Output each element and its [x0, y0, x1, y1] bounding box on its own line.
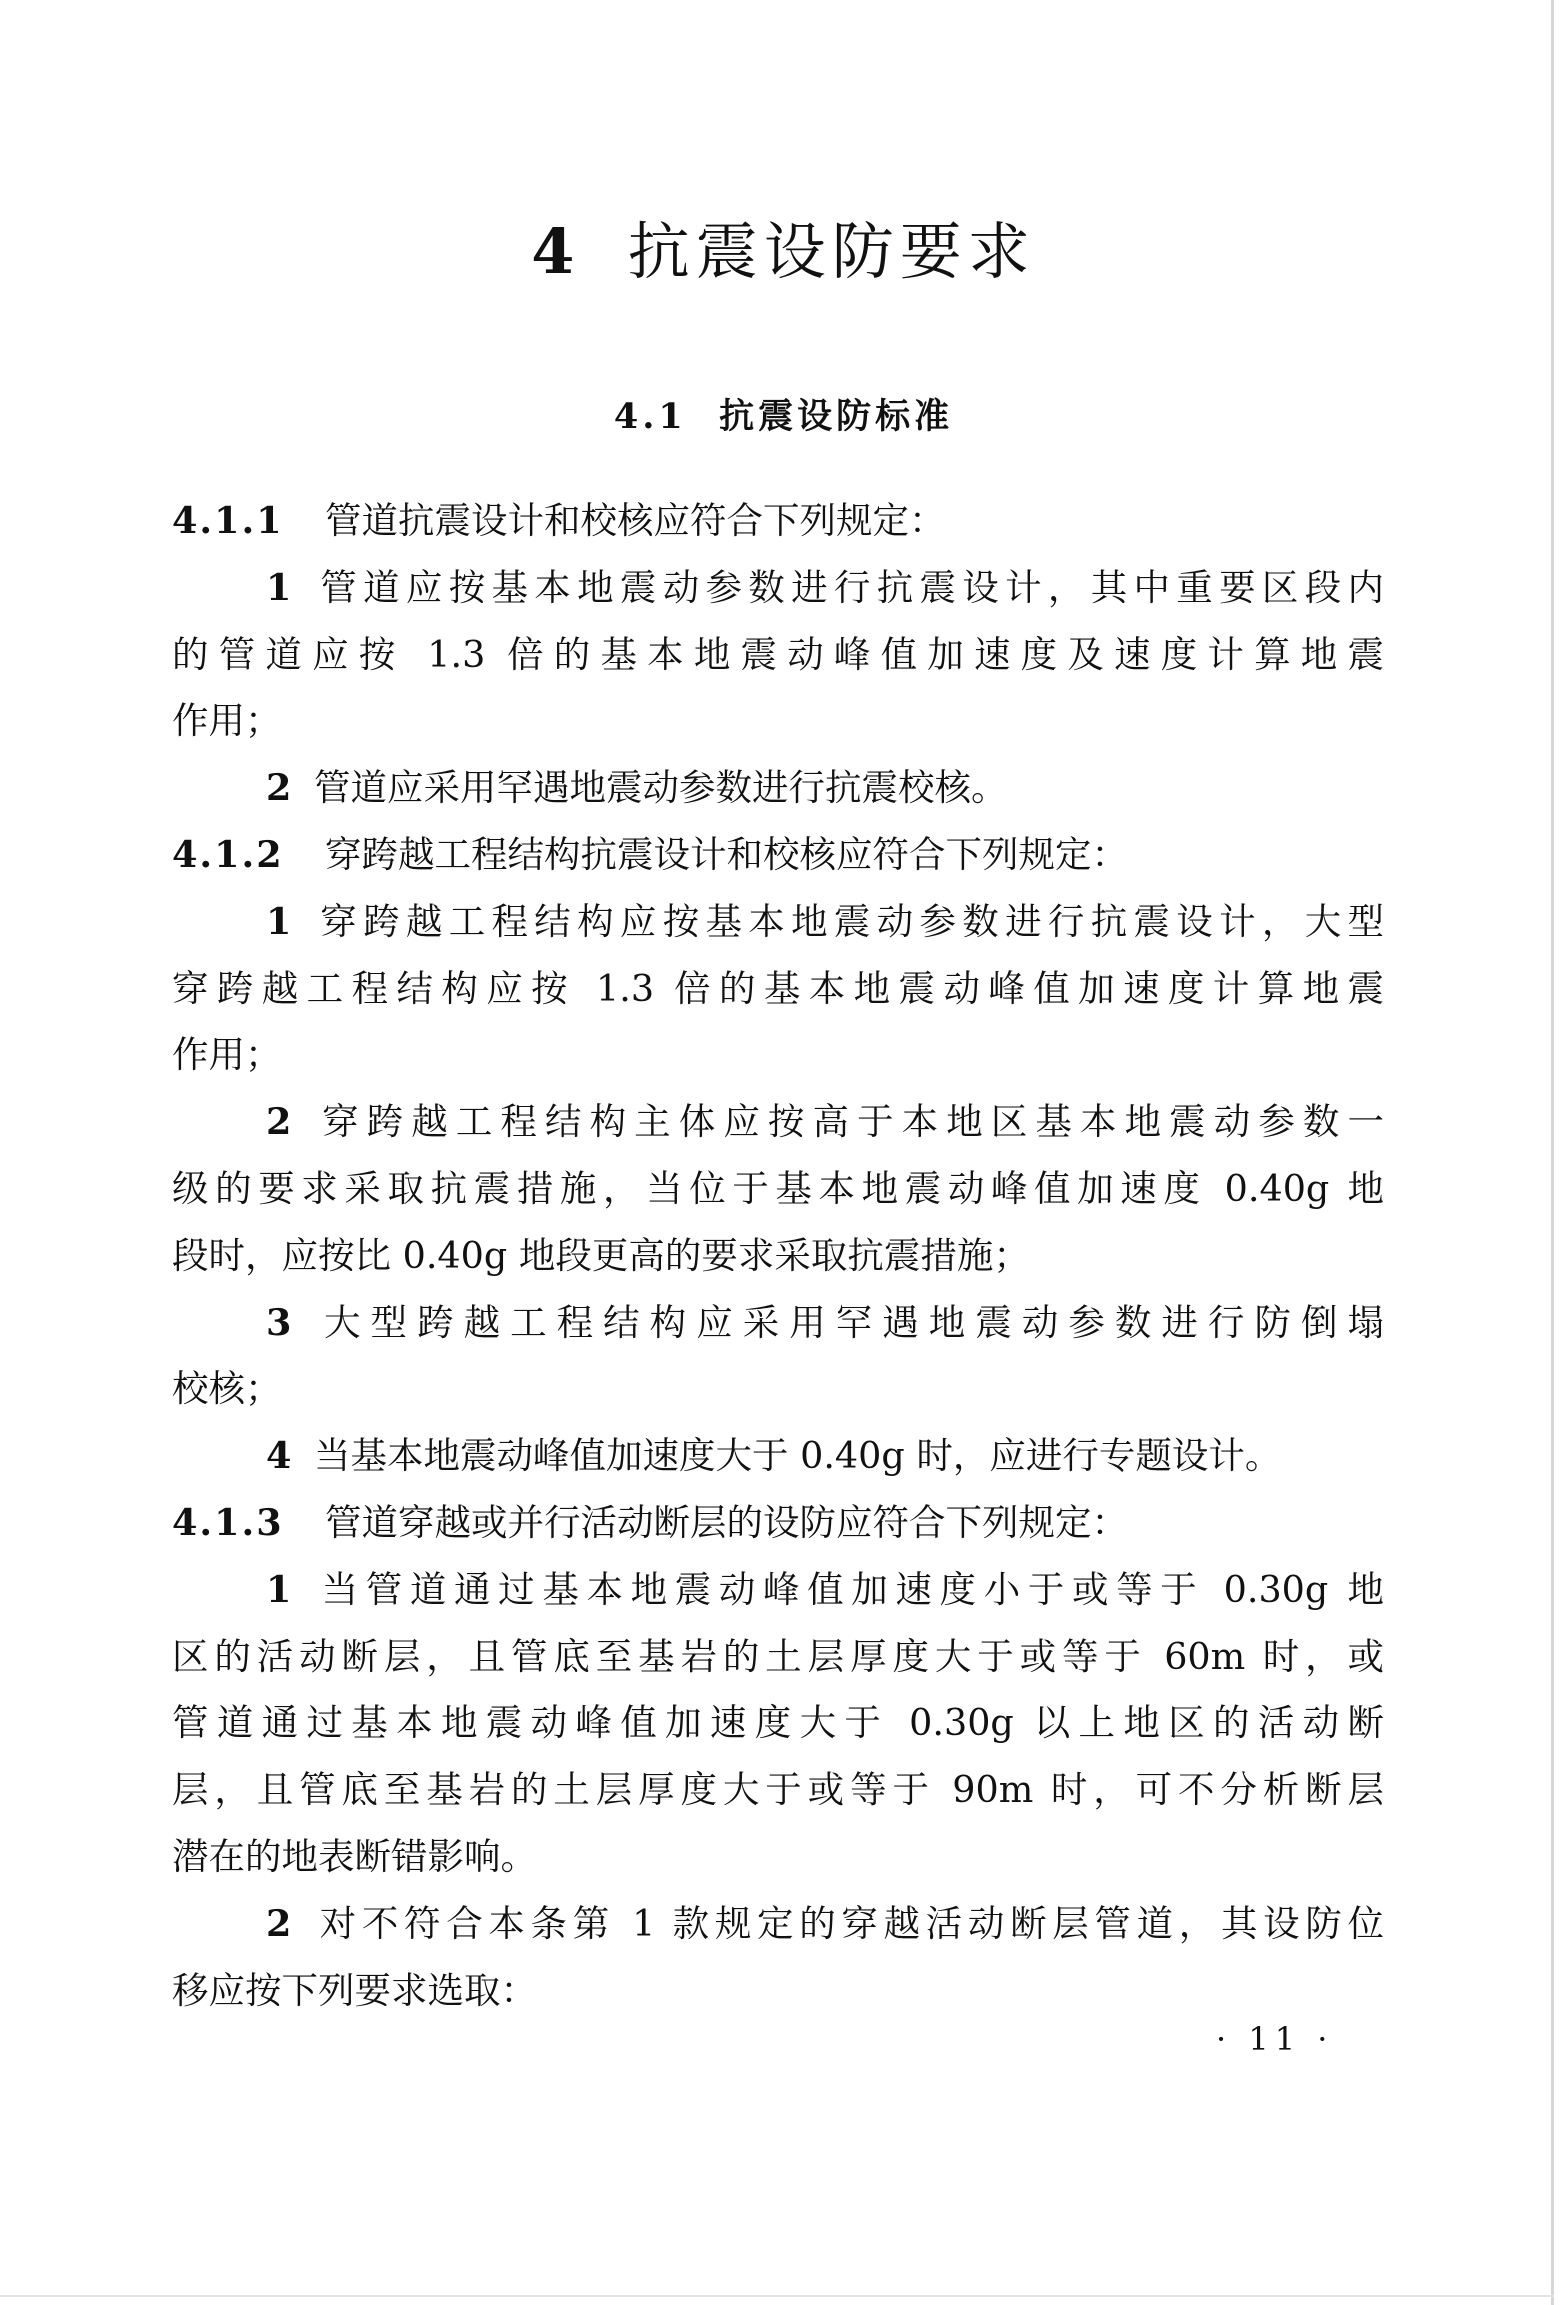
item-line: 作用； — [172, 699, 282, 743]
item-line — [172, 755, 1384, 822]
item-number: 1 — [266, 1567, 292, 1611]
item-line — [172, 555, 1384, 622]
item-line: 的管道应按 1.3 倍的基本地震动峰值加速度及速度计算地震 — [172, 632, 1384, 676]
clause-intro: 管道穿越或并行活动断层的设防应符合下列规定： — [325, 1500, 1128, 1544]
clause-4-1-2-heading — [172, 822, 1384, 889]
clause-number: 4.1.2 — [172, 832, 284, 876]
item-line: 穿跨越工程结构应按 1.3 倍的基本地震动峰值加速度计算地震 — [172, 966, 1384, 1010]
chapter-title — [0, 212, 1567, 292]
item-number: 3 — [266, 1300, 292, 1344]
item-line — [172, 889, 1384, 956]
clause-intro: 管道抗震设计和校核应符合下列规定： — [325, 499, 946, 542]
page-edge-line — [1551, 0, 1554, 2305]
item-text: 穿跨越工程结构主体应按高于本地区基本地震动参数一 — [314, 1100, 1384, 1144]
section-title — [0, 392, 1567, 442]
section-title-text: 抗震设防标准 — [719, 396, 954, 437]
item-line — [172, 1891, 1384, 1958]
item-text: 当基本地震动峰值加速度大于 0.40g 时，应进行专题设计。 — [314, 1434, 1282, 1478]
item-number: 2 — [266, 1901, 292, 1945]
item-number: 2 — [266, 1100, 292, 1144]
item-line — [172, 1089, 1384, 1156]
clause-number: 4.1.1 — [172, 499, 284, 542]
item-text: 大型跨越工程结构应采用罕遇地震动参数进行防倒塌 — [314, 1300, 1384, 1344]
item-line: 级的要求采取抗震措施，当位于基本地震动峰值加速度 0.40g 地 — [172, 1166, 1384, 1210]
page-bottom-line — [0, 2295, 1554, 2297]
item-number: 4 — [266, 1434, 292, 1478]
item-text: 管道应采用罕遇地震动参数进行抗震校核。 — [314, 766, 1008, 810]
item-line: 区的活动断层，且管底至基岩的土层厚度大于或等于 60m 时，或 — [172, 1634, 1384, 1678]
item-number: 1 — [266, 899, 292, 943]
clause-intro: 穿跨越工程结构抗震设计和校核应符合下列规定： — [325, 832, 1128, 876]
item-line: 管道通过基本地震动峰值加速度大于 0.30g 以上地区的活动断 — [172, 1701, 1384, 1745]
chapter-number: 4 — [531, 215, 577, 288]
item-line — [172, 1423, 1384, 1490]
item-line: 段时，应按比 0.40g 地段更高的要求采取抗震措施； — [172, 1233, 1030, 1277]
section-number: 4.1 — [613, 396, 687, 437]
chapter-title-text: 抗震设防要求 — [627, 215, 1036, 288]
clause-number: 4.1.3 — [172, 1500, 284, 1544]
page-number: · 11 · — [1216, 2020, 1334, 2058]
body-text — [172, 488, 1384, 2024]
clause-4-1-1-heading — [172, 488, 1384, 555]
item-text: 管道应按基本地震动参数进行抗震设计，其中重要区段内 — [314, 565, 1384, 609]
clause-4-1-3-heading — [172, 1490, 1384, 1557]
item-line: 移应按下列要求选取： — [172, 1968, 537, 2012]
item-text: 对不符合本条第 1 款规定的穿越活动断层管道，其设防位 — [314, 1901, 1384, 1945]
item-text: 穿跨越工程结构应按基本地震动参数进行抗震设计，大型 — [314, 899, 1384, 943]
item-number: 2 — [266, 766, 292, 810]
item-line — [172, 1290, 1384, 1357]
item-line — [172, 1557, 1384, 1624]
item-line: 层，且管底至基岩的土层厚度大于或等于 90m 时，可不分析断层 — [172, 1768, 1384, 1812]
item-line: 潜在的地表断错影响。 — [172, 1834, 537, 1878]
item-line: 作用； — [172, 1033, 282, 1077]
item-text: 当管道通过基本地震动峰值加速度小于或等于 0.30g 地 — [314, 1567, 1384, 1611]
item-number: 1 — [266, 565, 292, 609]
item-line: 校核； — [172, 1367, 282, 1411]
